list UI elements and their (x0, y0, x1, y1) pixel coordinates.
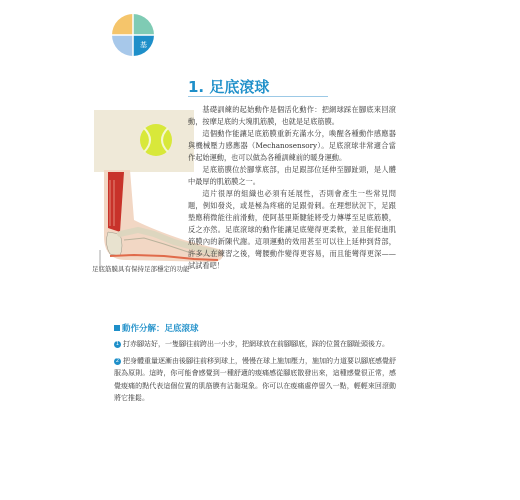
body-paragraph: 這個動作能讓足底筋膜重新充滿水分，喚醒各種動作感應器與機械壓力感應器（Mechanosensory）。足底滾球非常適合當作起始運動，也可以做為各種訓練前的暖身運動。 (188, 129, 396, 162)
logo-label: 基 (140, 41, 147, 49)
body-paragraph: 足底筋膜位於腳掌底部，由足跟部位延伸至腳趾頭，是人體中最厚的肌筋膜之一。 (188, 165, 396, 186)
section-title-text: 動作分解：足底滾球 (122, 324, 199, 334)
step-text: 把身體重量逐漸由後腳往前移到球上，慢慢在球上施加壓力，施加的力道要以腳底感覺舒服為原則。這時，你可能會感覺到一種舒適的痠痛感從腳底散發出來，這種感覺很正常，感覺痠痛的點代表這個位置的肌筋膜有沾黏現象。你可以在痠痛處停留久一點，輕輕來回滾動將它推鬆。 (114, 356, 396, 402)
chapter-title: 1. 足底滾球 (188, 78, 270, 96)
step-text: 打赤腳站好，一隻腳往前跨出一小步，把網球放在前腳腳底，踩的位置在腳趾頭後方。 (123, 340, 389, 348)
title-rule (188, 96, 328, 97)
book-logo-icon (110, 12, 156, 58)
body-paragraph: 這片很厚的組織也必須有延展性，否則會產生一些常見問題，例如發炎，或是極為疼痛的足跟骨刺。在理想狀況下，足跟墊應稍微能往前滑動，使阿基里斯腱能將受力傳導至足底筋膜，反之亦然。足底滾球的動作能讓足底變得更柔軟，並且能促進肌筋膜內的新陳代謝。這項運動的效用甚至可以往上延伸到背部，許多人在練習之後，彎腰動作變得更容易，而且能彎得更深——試試看吧！ (188, 189, 396, 270)
step-number-badge: 1 (115, 341, 120, 347)
body-text (188, 104, 396, 272)
body-paragraph: 基礎訓練的起始動作是個活化動作：把網球踩在腳底來回滾動，按摩足底的大塊肌筋膜，也就是足底筋膜。 (188, 105, 396, 126)
section-title (114, 322, 396, 334)
step-item (114, 338, 396, 351)
step-number-badge: 2 (115, 357, 120, 364)
step-item (114, 355, 396, 405)
figure-caption: 足底筋膜具有保持足部穩定的功能 (92, 265, 190, 273)
exercise-steps-section (114, 322, 396, 409)
section-marker-icon (114, 325, 120, 331)
